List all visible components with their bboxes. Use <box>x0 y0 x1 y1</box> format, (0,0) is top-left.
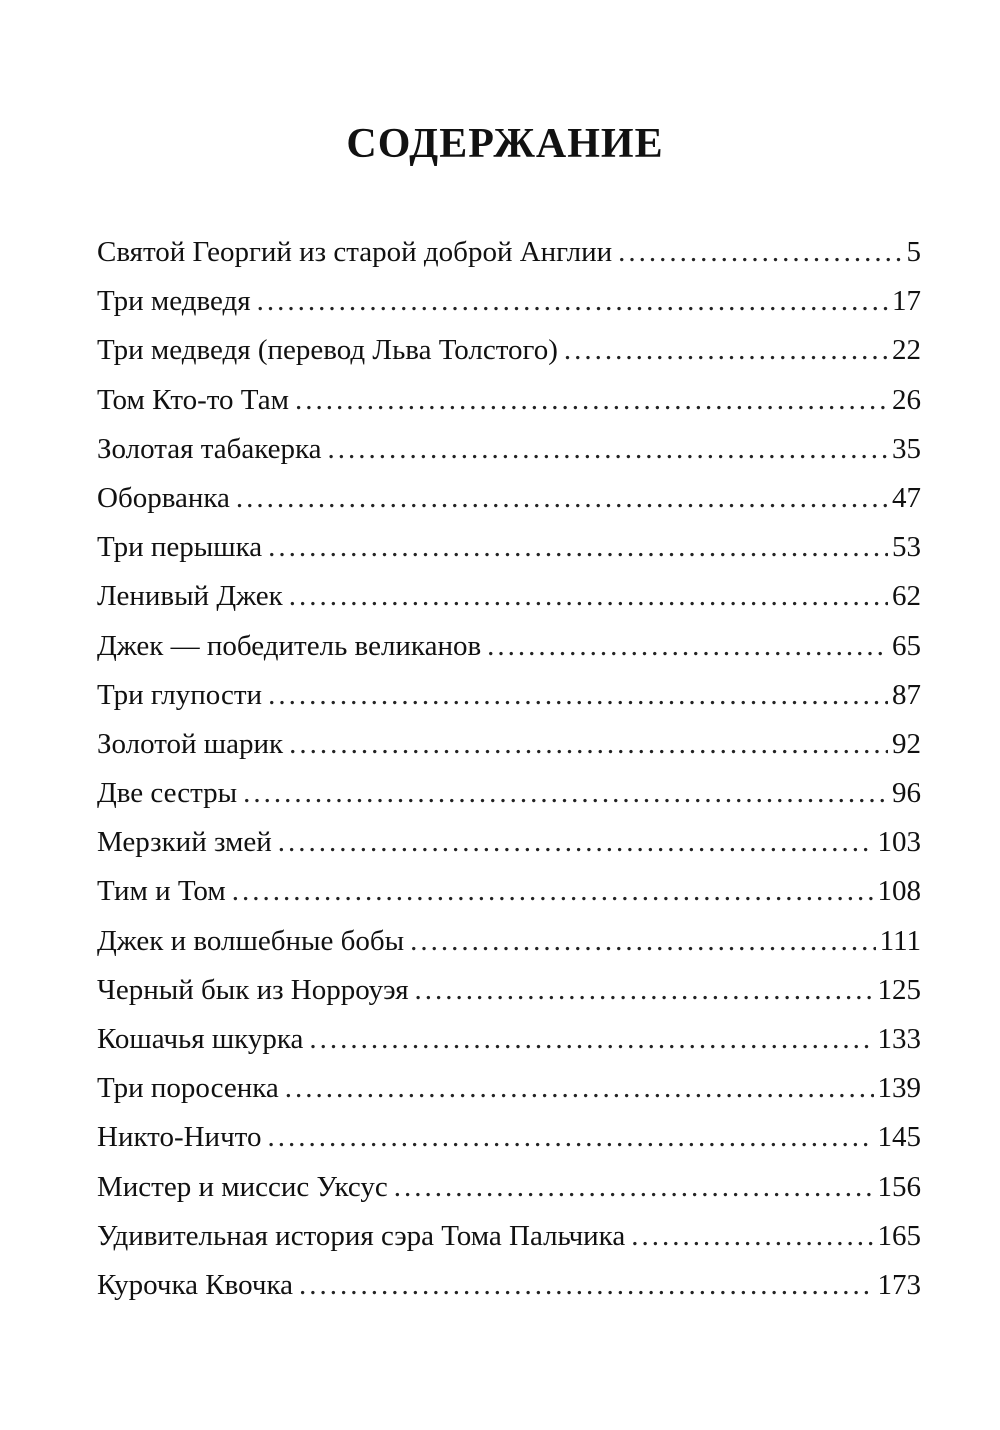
toc-entry-title: Тим и Том <box>97 875 226 908</box>
dot-leader <box>267 1113 873 1162</box>
toc-entry-title: Джек и волшебные бобы <box>97 924 405 957</box>
toc-entry-title: Три перышка <box>97 531 263 564</box>
toc-entry-title: Золотая табакерка <box>97 432 322 465</box>
toc-entry-page: 125 <box>877 973 921 1006</box>
toc-entry-page: 53 <box>892 531 921 564</box>
toc-entry <box>97 720 921 769</box>
toc-entry-title: Золотой шарик <box>97 727 284 760</box>
dot-leader <box>415 966 874 1015</box>
toc-entry-page: 165 <box>877 1219 921 1252</box>
toc-entry <box>97 523 921 572</box>
toc-entry-page: 108 <box>877 875 921 908</box>
page-title: СОДЕРЖАНИЕ <box>346 121 664 167</box>
toc-entry-page: 96 <box>892 777 921 810</box>
toc-entry <box>97 1261 921 1310</box>
toc-entry <box>97 818 921 867</box>
toc-entry-title: Ленивый Джек <box>97 580 283 613</box>
toc-entry <box>97 376 921 425</box>
dot-leader <box>394 1163 874 1212</box>
toc-entry-page: 111 <box>879 924 921 957</box>
toc-entry-page: 26 <box>892 383 921 416</box>
toc-entry <box>97 671 921 720</box>
toc-entry-page: 173 <box>877 1268 921 1301</box>
toc-entry <box>97 966 921 1015</box>
dot-leader <box>618 228 902 277</box>
toc-entry-title: Мерзкий змей <box>97 826 272 859</box>
toc-entry <box>97 228 921 277</box>
toc-entry-title: Удивительная история сэра Тома Пальчика <box>97 1219 626 1252</box>
toc-entry-title: Три медведя <box>97 285 251 318</box>
toc-entry-page: 145 <box>877 1121 921 1154</box>
dot-leader <box>299 1261 874 1310</box>
toc-entry-title: Три поросенка <box>97 1072 279 1105</box>
toc-entry-page: 5 <box>906 236 921 268</box>
toc-entry <box>97 1212 921 1261</box>
dot-leader <box>257 277 888 326</box>
toc-entry-title: Джек — победитель великанов <box>97 629 482 662</box>
dot-leader <box>328 425 888 474</box>
toc-entry-title: Две сестры <box>97 777 238 810</box>
toc-entry-title: Курочка Квочка <box>97 1268 293 1301</box>
toc-entry-page: 133 <box>877 1023 921 1055</box>
toc-entry <box>97 572 921 621</box>
toc-entry-title: Три глупости <box>97 678 263 711</box>
dot-leader <box>278 818 874 867</box>
table-of-contents <box>97 228 921 1310</box>
dot-leader <box>243 769 888 818</box>
toc-entry-title: Кошачья шкурка <box>97 1023 304 1055</box>
dot-leader <box>295 376 888 425</box>
toc-entry <box>97 1113 921 1162</box>
toc-entry-page: 103 <box>877 826 921 859</box>
toc-entry-page: 22 <box>892 334 921 367</box>
toc-entry-page: 65 <box>892 629 921 662</box>
toc-entry-page: 139 <box>877 1072 921 1105</box>
toc-entry <box>97 867 921 916</box>
toc-entry-page: 35 <box>892 432 921 465</box>
toc-entry-title: Никто-Ничто <box>97 1121 262 1154</box>
dot-leader <box>564 326 888 375</box>
toc-entry-title: Оборванка <box>97 481 230 514</box>
dot-leader <box>232 867 874 916</box>
toc-entry <box>97 425 921 474</box>
toc-entry <box>97 1064 921 1113</box>
dot-leader <box>268 671 888 720</box>
dot-leader <box>410 917 876 966</box>
dot-leader <box>487 622 888 671</box>
toc-entry-title: Мистер и миссис Уксус <box>97 1170 388 1203</box>
dot-leader <box>309 1015 873 1064</box>
toc-entry-title: Святой Георгий из старой доброй Англии <box>97 236 613 268</box>
toc-entry-page: 156 <box>877 1170 921 1203</box>
dot-leader <box>289 720 888 769</box>
toc-entry-title: Том Кто-то Там <box>97 383 290 416</box>
dot-leader <box>631 1212 873 1261</box>
toc-entry-title: Три медведя (перевод Льва Толстого) <box>97 334 558 367</box>
dot-leader <box>268 523 888 572</box>
toc-entry-page: 62 <box>892 580 921 613</box>
toc-entry <box>97 326 921 375</box>
toc-entry-title: Черный бык из Норроуэя <box>97 973 409 1006</box>
dot-leader <box>289 572 888 621</box>
toc-entry <box>97 769 921 818</box>
toc-entry <box>97 277 921 326</box>
toc-entry <box>97 1163 921 1212</box>
toc-entry-page: 17 <box>892 285 921 318</box>
dot-leader <box>236 474 888 523</box>
toc-entry <box>97 474 921 523</box>
toc-entry <box>97 917 921 966</box>
toc-entry <box>97 1015 921 1064</box>
toc-entry-page: 47 <box>892 481 921 514</box>
toc-entry-page: 92 <box>892 727 921 760</box>
toc-entry <box>97 622 921 671</box>
dot-leader <box>285 1064 874 1113</box>
toc-entry-page: 87 <box>892 678 921 711</box>
